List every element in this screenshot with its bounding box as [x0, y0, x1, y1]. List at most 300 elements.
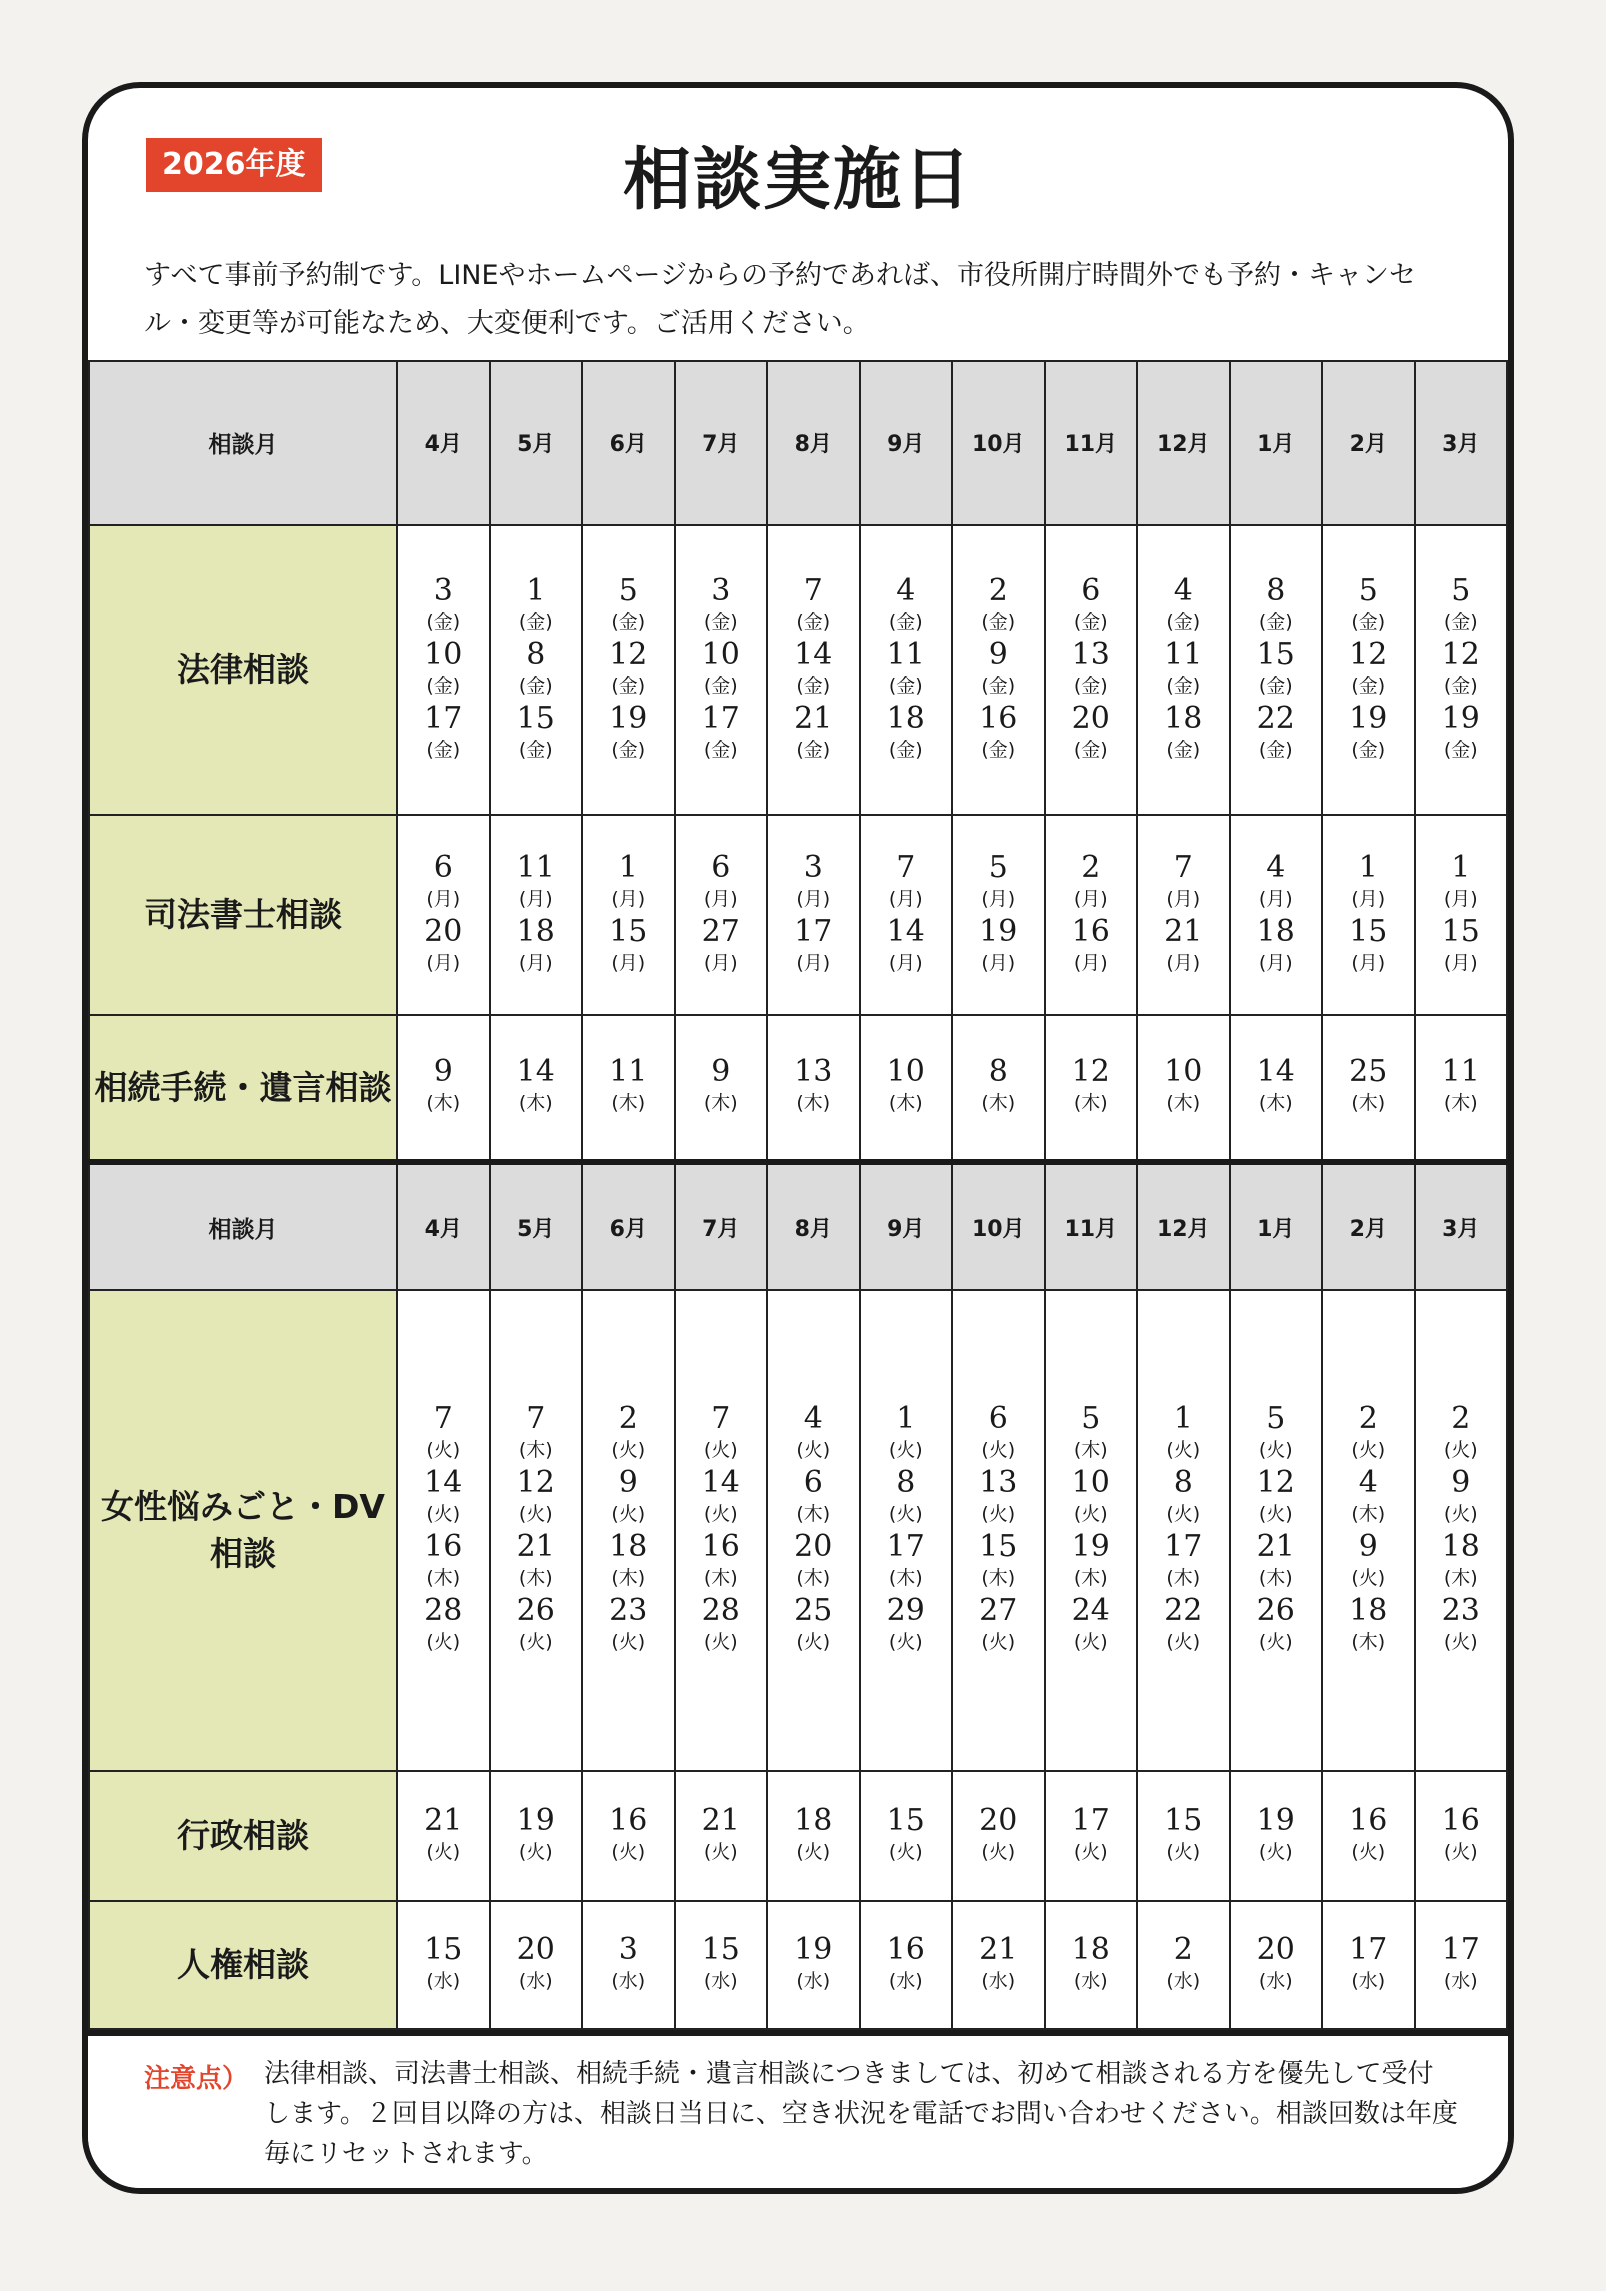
month-cell: 10月: [952, 361, 1045, 525]
date-entry: [1138, 1933, 1229, 1993]
date-entry: [953, 638, 1044, 698]
date-entry: [768, 1804, 859, 1864]
day-number: 19: [1071, 1529, 1110, 1565]
date-cell: [582, 1290, 675, 1771]
month-cell: 2月: [1322, 361, 1415, 525]
weekday-label: (木): [981, 1092, 1016, 1115]
day-number: 18: [1256, 913, 1295, 949]
month-header-row: [89, 361, 1507, 525]
date-entry: [1138, 915, 1229, 975]
weekday-label: (金): [611, 674, 646, 697]
day-number: 1: [1358, 849, 1378, 885]
weekday-label: (水): [1073, 1970, 1108, 1993]
date-entry: [953, 1530, 1044, 1590]
weekday-label: (木): [1443, 1567, 1478, 1590]
day-number: 19: [516, 1803, 555, 1839]
date-entry: [861, 1402, 952, 1462]
day-number: 18: [886, 700, 925, 736]
day-number: 18: [516, 913, 555, 949]
day-number: 19: [1349, 700, 1388, 736]
date-entry: [1416, 1530, 1507, 1590]
day-number: 5: [1266, 1401, 1286, 1437]
date-entry: [861, 1466, 952, 1526]
weekday-label: (火): [796, 1439, 831, 1462]
weekday-label: (金): [1258, 674, 1293, 697]
weekday-label: (火): [981, 1439, 1016, 1462]
intro-text: すべて事前予約制です。LINEやホームページからの予約であれば、市役所開庁時間外でも予約・キャンセル・変更等が可能なため、大変便利です。ご活用ください。: [144, 260, 1417, 339]
day-number: 10: [424, 636, 463, 672]
day-number: 1: [1451, 849, 1471, 885]
weekday-label: (月): [796, 887, 831, 910]
date-entry: [1231, 851, 1322, 911]
day-number: 15: [1349, 913, 1388, 949]
date-entry: [1416, 1402, 1507, 1462]
month-cell: 5月: [490, 361, 583, 525]
weekday-label: (火): [611, 1503, 646, 1526]
day-number: 19: [1256, 1803, 1295, 1839]
weekday-label: (金): [703, 738, 738, 761]
day-number: 12: [516, 1465, 555, 1501]
date-entry: [676, 702, 767, 762]
date-entry: [583, 1804, 674, 1864]
day-number: 14: [1256, 1054, 1295, 1090]
month-header-label: 相談月: [89, 1162, 397, 1290]
date-entry: [953, 702, 1044, 762]
weekday-label: (金): [981, 674, 1016, 697]
section-row: [89, 1771, 1507, 1901]
day-number: 5: [1081, 1401, 1101, 1437]
date-entry: [491, 1530, 582, 1590]
day-number: 23: [609, 1593, 648, 1629]
date-cell: [952, 815, 1045, 1015]
month-cell: 6月: [582, 1162, 675, 1290]
date-entry: [768, 915, 859, 975]
date-entry: [861, 1804, 952, 1864]
weekday-label: (月): [1258, 887, 1293, 910]
day-number: 11: [609, 1054, 648, 1090]
weekday-label: (火): [1258, 1439, 1293, 1462]
day-number: 15: [516, 700, 555, 736]
date-entry: [583, 851, 674, 911]
day-number: 16: [1441, 1803, 1480, 1839]
category-label: 司法書士相談: [89, 815, 397, 1015]
day-number: 27: [701, 913, 740, 949]
day-number: 16: [1071, 913, 1110, 949]
date-cell: [860, 1771, 953, 1901]
day-number: 9: [618, 1465, 638, 1501]
day-number: 13: [979, 1465, 1018, 1501]
weekday-label: (金): [1258, 610, 1293, 633]
section-row: [89, 1901, 1507, 2029]
day-number: 21: [424, 1803, 463, 1839]
weekday-label: (木): [1443, 1092, 1478, 1115]
date-entry: [398, 1804, 489, 1864]
day-number: 15: [424, 1932, 463, 1968]
weekday-label: (火): [426, 1631, 461, 1654]
date-entry: [861, 915, 952, 975]
weekday-label: (月): [703, 887, 738, 910]
date-entry: [953, 1804, 1044, 1864]
weekday-label: (木): [611, 1567, 646, 1590]
weekday-label: (水): [1351, 1970, 1386, 1993]
day-number: 17: [1164, 1529, 1203, 1565]
day-number: 22: [1164, 1593, 1203, 1629]
date-cell: [397, 1290, 490, 1771]
day-number: 20: [1071, 700, 1110, 736]
day-number: 15: [1441, 913, 1480, 949]
year-badge: 2026年度: [146, 138, 322, 192]
date-cell: [582, 1771, 675, 1901]
date-entry: [1323, 1933, 1414, 1993]
date-entry: [1046, 1402, 1137, 1462]
day-number: 12: [1256, 1465, 1295, 1501]
weekday-label: (金): [888, 610, 923, 633]
date-entry: [1138, 1804, 1229, 1864]
date-entry: [1416, 1933, 1507, 1993]
weekday-label: (火): [1351, 1439, 1386, 1462]
weekday-label: (水): [426, 1970, 461, 1993]
date-entry: [953, 851, 1044, 911]
month-cell: 4月: [397, 361, 490, 525]
date-cell: [1415, 1015, 1508, 1163]
day-number: 10: [1164, 1054, 1203, 1090]
date-entry: [768, 1530, 859, 1590]
date-entry: [768, 574, 859, 634]
date-entry: [1323, 638, 1414, 698]
date-entry: [1416, 702, 1507, 762]
weekday-label: (金): [1073, 674, 1108, 697]
date-entry: [953, 574, 1044, 634]
date-cell: [582, 1015, 675, 1163]
date-entry: [676, 1594, 767, 1654]
date-cell: [860, 1901, 953, 2029]
weekday-label: (火): [426, 1841, 461, 1864]
date-cell: [490, 1771, 583, 1901]
date-entry: [1323, 1594, 1414, 1654]
weekday-label: (月): [426, 951, 461, 974]
date-cell: [582, 815, 675, 1015]
date-entry: [1416, 1594, 1507, 1654]
date-entry: [1046, 1466, 1137, 1526]
day-number: 17: [1349, 1932, 1388, 1968]
date-cell: [860, 1015, 953, 1163]
weekday-label: (木): [1258, 1567, 1293, 1590]
month-cell: 9月: [860, 1162, 953, 1290]
date-entry: [768, 1402, 859, 1462]
day-number: 21: [794, 700, 833, 736]
weekday-label: (水): [1166, 1970, 1201, 1993]
day-number: 6: [711, 849, 731, 885]
weekday-label: (火): [426, 1503, 461, 1526]
day-number: 22: [1256, 700, 1295, 736]
date-entry: [398, 1594, 489, 1654]
date-cell: [1415, 815, 1508, 1015]
day-number: 28: [701, 1593, 740, 1629]
day-number: 4: [1173, 572, 1193, 608]
weekday-label: (木): [1166, 1567, 1201, 1590]
weekday-label: (月): [426, 887, 461, 910]
date-entry: [861, 1055, 952, 1115]
note-text: 法律相談、司法書士相談、相続手続・遺言相談につきましては、初めて相談される方を優先して受付します。２回目以降の方は、相談日当日に、空き状況を電話でお問い合わせください。相談回数は年度毎にリセットされます。: [264, 2059, 1458, 2169]
weekday-label: (木): [426, 1567, 461, 1590]
weekday-label: (火): [888, 1439, 923, 1462]
day-number: 18: [1349, 1593, 1388, 1629]
day-number: 2: [1451, 1401, 1471, 1437]
date-entry: [398, 1055, 489, 1115]
date-cell: [1322, 815, 1415, 1015]
date-entry: [398, 915, 489, 975]
date-entry: [491, 1402, 582, 1462]
date-entry: [491, 1466, 582, 1526]
date-entry: [1323, 915, 1414, 975]
date-entry: [1231, 1804, 1322, 1864]
weekday-label: (木): [1351, 1503, 1386, 1526]
day-number: 14: [516, 1054, 555, 1090]
date-entry: [1231, 1055, 1322, 1115]
weekday-label: (月): [888, 951, 923, 974]
day-number: 10: [701, 636, 740, 672]
date-entry: [1046, 1530, 1137, 1590]
month-cell: 5月: [490, 1162, 583, 1290]
weekday-label: (金): [1351, 610, 1386, 633]
date-entry: [676, 1466, 767, 1526]
weekday-label: (火): [1166, 1631, 1201, 1654]
date-entry: [491, 702, 582, 762]
weekday-label: (木): [703, 1567, 738, 1590]
day-number: 9: [433, 1054, 453, 1090]
date-entry: [953, 1055, 1044, 1115]
month-cell: 9月: [860, 361, 953, 525]
day-number: 15: [701, 1932, 740, 1968]
day-number: 23: [1441, 1593, 1480, 1629]
weekday-label: (木): [518, 1092, 553, 1115]
date-entry: [1046, 1933, 1137, 1993]
date-entry: [953, 1933, 1044, 1993]
date-entry: [398, 702, 489, 762]
date-entry: [583, 1594, 674, 1654]
weekday-label: (火): [703, 1503, 738, 1526]
section-row: [89, 1015, 1507, 1163]
date-entry: [491, 574, 582, 634]
day-number: 18: [1071, 1932, 1110, 1968]
date-entry: [1138, 638, 1229, 698]
date-cell: [675, 815, 768, 1015]
date-entry: [1416, 851, 1507, 911]
day-number: 7: [433, 1401, 453, 1437]
date-cell: [675, 1771, 768, 1901]
date-cell: [1045, 1901, 1138, 2029]
weekday-label: (木): [1073, 1092, 1108, 1115]
date-cell: [767, 1771, 860, 1901]
date-entry: [1046, 1804, 1137, 1864]
date-cell: [490, 1015, 583, 1163]
day-number: 7: [803, 572, 823, 608]
weekday-label: (火): [1443, 1503, 1478, 1526]
weekday-label: (水): [1443, 1970, 1478, 1993]
date-entry: [676, 851, 767, 911]
weekday-label: (火): [518, 1841, 553, 1864]
day-number: 17: [886, 1529, 925, 1565]
day-number: 3: [711, 572, 731, 608]
day-number: 6: [988, 1401, 1008, 1437]
date-cell: [767, 1290, 860, 1771]
date-entry: [1046, 851, 1137, 911]
weekday-label: (月): [1166, 951, 1201, 974]
date-cell: [1322, 1015, 1415, 1163]
day-number: 10: [1071, 1465, 1110, 1501]
day-number: 20: [794, 1529, 833, 1565]
day-number: 3: [803, 849, 823, 885]
weekday-label: (金): [1166, 674, 1201, 697]
date-cell: [860, 815, 953, 1015]
weekday-label: (火): [1166, 1503, 1201, 1526]
day-number: 9: [1451, 1465, 1471, 1501]
date-entry: [398, 1933, 489, 1993]
date-entry: [1416, 915, 1507, 975]
date-entry: [1323, 574, 1414, 634]
weekday-label: (月): [1443, 887, 1478, 910]
day-number: 8: [526, 636, 546, 672]
weekday-label: (火): [1351, 1567, 1386, 1590]
weekday-label: (水): [703, 1970, 738, 1993]
day-number: 28: [424, 1593, 463, 1629]
month-cell: 3月: [1415, 1162, 1508, 1290]
date-cell: [1415, 1771, 1508, 1901]
date-cell: [675, 1901, 768, 2029]
date-entry: [583, 1055, 674, 1115]
date-entry: [953, 1402, 1044, 1462]
date-entry: [1416, 1466, 1507, 1526]
day-number: 7: [896, 849, 916, 885]
weekday-label: (木): [888, 1092, 923, 1115]
day-number: 12: [1071, 1054, 1110, 1090]
date-cell: [952, 1901, 1045, 2029]
weekday-label: (月): [518, 887, 553, 910]
weekday-label: (金): [611, 610, 646, 633]
date-entry: [1231, 1466, 1322, 1526]
day-number: 21: [1256, 1529, 1295, 1565]
day-number: 4: [803, 1401, 823, 1437]
month-cell: 4月: [397, 1162, 490, 1290]
month-cell: 2月: [1322, 1162, 1415, 1290]
date-entry: [1231, 915, 1322, 975]
date-entry: [676, 638, 767, 698]
month-cell: 7月: [675, 361, 768, 525]
date-entry: [861, 574, 952, 634]
weekday-label: (木): [1073, 1439, 1108, 1462]
day-number: 14: [424, 1465, 463, 1501]
weekday-label: (火): [518, 1631, 553, 1654]
day-number: 12: [609, 636, 648, 672]
weekday-label: (火): [796, 1631, 831, 1654]
day-number: 7: [1173, 849, 1193, 885]
date-cell: [675, 1290, 768, 1771]
day-number: 25: [1349, 1054, 1388, 1090]
date-cell: [767, 1901, 860, 2029]
date-cell: [1322, 1901, 1415, 2029]
weekday-label: (月): [703, 951, 738, 974]
weekday-label: (金): [1073, 610, 1108, 633]
weekday-label: (水): [611, 1970, 646, 1993]
day-number: 9: [1358, 1529, 1378, 1565]
weekday-label: (金): [796, 738, 831, 761]
date-entry: [1416, 638, 1507, 698]
day-number: 19: [1441, 700, 1480, 736]
date-entry: [583, 574, 674, 634]
weekday-label: (金): [796, 674, 831, 697]
date-cell: [1045, 1015, 1138, 1163]
date-cell: [1322, 1771, 1415, 1901]
category-label: 法律相談: [89, 525, 397, 815]
date-cell: [582, 1901, 675, 2029]
day-number: 15: [886, 1803, 925, 1839]
schedule-card: [82, 82, 1514, 2194]
day-number: 16: [609, 1803, 648, 1839]
date-entry: [861, 638, 952, 698]
weekday-label: (火): [611, 1439, 646, 1462]
weekday-label: (月): [1166, 887, 1201, 910]
date-entry: [768, 1466, 859, 1526]
weekday-label: (木): [703, 1092, 738, 1115]
month-cell: 12月: [1137, 1162, 1230, 1290]
day-number: 24: [1071, 1593, 1110, 1629]
weekday-label: (火): [888, 1841, 923, 1864]
weekday-label: (水): [888, 1970, 923, 1993]
schedule-table: [88, 360, 1508, 2030]
date-cell: [860, 525, 953, 815]
date-cell: [397, 1015, 490, 1163]
day-number: 8: [988, 1054, 1008, 1090]
weekday-label: (木): [888, 1567, 923, 1590]
date-cell: [1137, 815, 1230, 1015]
date-cell: [1137, 1771, 1230, 1901]
weekday-label: (火): [703, 1631, 738, 1654]
date-entry: [583, 1466, 674, 1526]
weekday-label: (金): [1351, 738, 1386, 761]
day-number: 26: [1256, 1593, 1295, 1629]
day-number: 17: [424, 700, 463, 736]
day-number: 6: [803, 1465, 823, 1501]
weekday-label: (金): [1443, 674, 1478, 697]
date-cell: [1230, 1901, 1323, 2029]
weekday-label: (金): [1166, 738, 1201, 761]
day-number: 10: [886, 1054, 925, 1090]
date-entry: [1231, 1594, 1322, 1654]
weekday-label: (火): [1258, 1841, 1293, 1864]
weekday-label: (木): [426, 1092, 461, 1115]
category-label: 人権相談: [89, 1901, 397, 2029]
day-number: 8: [896, 1465, 916, 1501]
weekday-label: (火): [1073, 1631, 1108, 1654]
day-number: 1: [618, 849, 638, 885]
day-number: 18: [609, 1529, 648, 1565]
date-entry: [1416, 1804, 1507, 1864]
weekday-label: (火): [1443, 1631, 1478, 1654]
date-entry: [1231, 702, 1322, 762]
date-entry: [676, 1933, 767, 1993]
section-row: [89, 815, 1507, 1015]
date-entry: [768, 1055, 859, 1115]
date-entry: [1416, 1055, 1507, 1115]
day-number: 12: [1349, 636, 1388, 672]
day-number: 16: [979, 700, 1018, 736]
date-entry: [953, 1594, 1044, 1654]
day-number: 14: [701, 1465, 740, 1501]
day-number: 25: [794, 1593, 833, 1629]
date-entry: [1231, 1402, 1322, 1462]
month-cell: 10月: [952, 1162, 1045, 1290]
day-number: 5: [988, 849, 1008, 885]
